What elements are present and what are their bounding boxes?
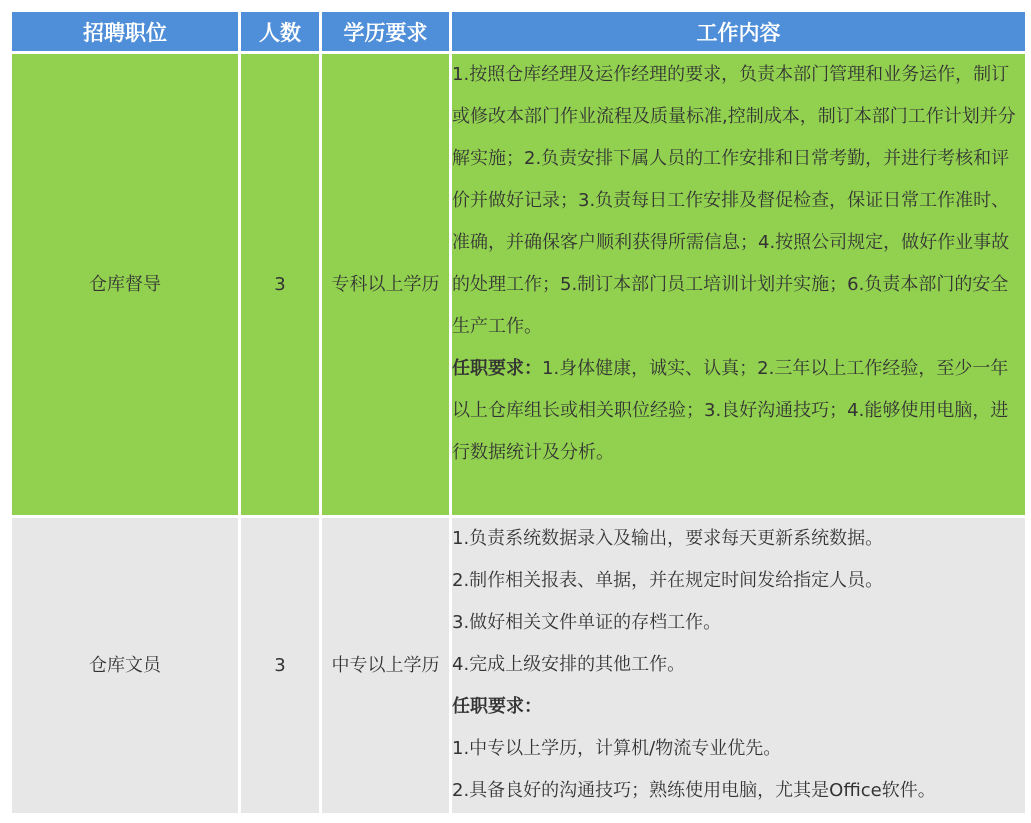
requirement-line: 2.具备良好的沟通技巧；熟练使用电脑，尤其是Office软件。	[452, 780, 936, 801]
duty-line: 4.完成上级安排的其他工作。	[452, 654, 686, 675]
requirements-paragraph	[452, 348, 1025, 474]
count-cell: 3	[240, 53, 321, 517]
count-cell: 3	[240, 517, 321, 815]
header-content: 工作内容	[451, 11, 1027, 53]
header-count: 人数	[240, 11, 321, 53]
requirements-label: 任职要求：	[452, 696, 542, 717]
duties-text: 1.按照仓库经理及运作经理的要求，负责本部门管理和业务运作，制订或修改本部门作业流程及质量标准,控制成本，制订本部门工作计划并分解实施；2.负责安排下属人员的工作安排和日常考勤，并进行考核和评价并做好记录；3.负责每日工作安排及督促检查，保证日常工作准时、准确，并确保客户顺利获得所需信息；4.按照公司规定，做好作业事故的处理工作；5.制订本部门员工培训计划并实施；6.负责本部门的安全生产工作。	[452, 64, 1016, 337]
recruitment-table	[9, 9, 1028, 816]
header-row	[11, 11, 1027, 53]
content-cell	[451, 517, 1027, 815]
content-cell	[451, 53, 1027, 517]
requirements-text: 1.身体健康，诚实、认真；2.三年以上工作经验，至少一年以上仓库组长或相关职位经验；3.良好沟通技巧；4.能够使用电脑，进行数据统计及分析。	[452, 358, 1009, 463]
header-education: 学历要求	[321, 11, 451, 53]
duty-line: 2.制作相关报表、单据，并在规定时间发给指定人员。	[452, 570, 884, 591]
duty-line: 3.做好相关文件单证的存档工作。	[452, 612, 722, 633]
table-row	[11, 53, 1027, 517]
duty-line: 1.负责系统数据录入及输出，要求每天更新系统数据。	[452, 528, 884, 549]
position-cell: 仓库督导	[11, 53, 240, 517]
table-row	[11, 517, 1027, 815]
header-position: 招聘职位	[11, 11, 240, 53]
education-cell: 专科以上学历	[321, 53, 451, 517]
position-cell: 仓库文员	[11, 517, 240, 815]
requirements-label: 任职要求：	[452, 358, 542, 379]
education-cell: 中专以上学历	[321, 517, 451, 815]
requirement-line: 1.中专以上学历，计算机/物流专业优先。	[452, 738, 782, 759]
